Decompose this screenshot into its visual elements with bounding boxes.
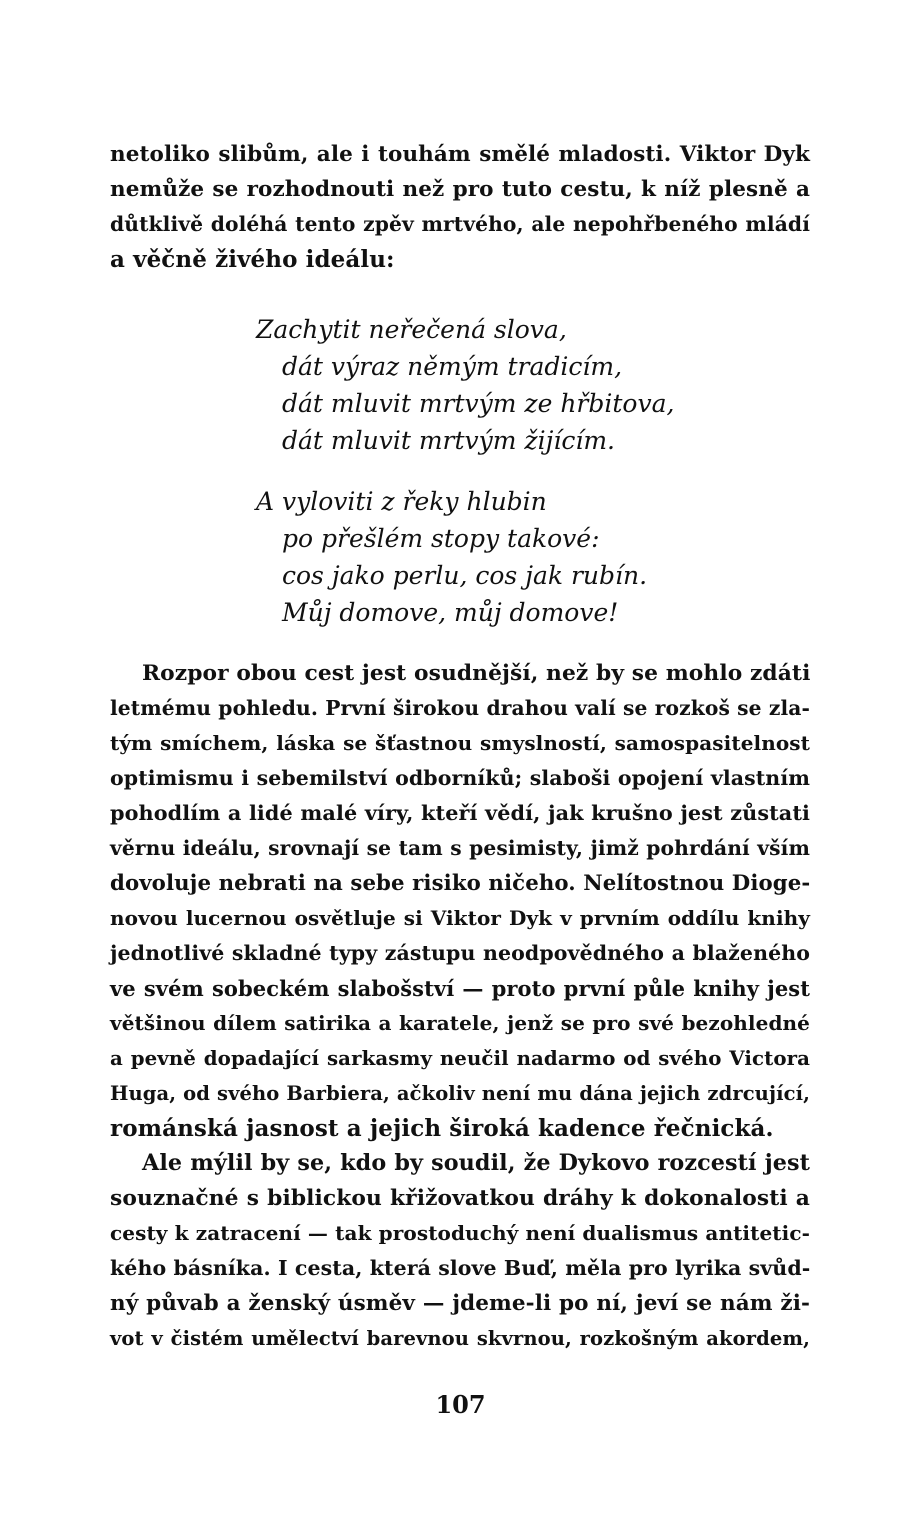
poem-verse: Můj domove, můj domove! <box>282 598 619 627</box>
text-line: jednotlivé skladné typy zástupu neodpovědného a blaženého <box>110 941 810 965</box>
poem-stanza-2 <box>256 483 816 631</box>
paragraph-3 <box>110 1146 810 1356</box>
poem-verse: dát mluvit mrtvým žijícím. <box>282 426 615 455</box>
text-line: nemůže se rozhodnouti než pro tuto cestu, k níž plesně a <box>110 177 810 202</box>
text-line: tým smíchem, láska se šťastnou smyslností, samospasitelnost <box>110 731 810 755</box>
poem-verse: A vyloviti z řeky hlubin <box>256 487 547 516</box>
text-line: Ale mýlil by se, kdo by soudil, že Dykovo rozcestí jest <box>142 1150 810 1176</box>
text-line: pohodlím a lidé malé víry, kteří vědí, jak krušno jest zůstati <box>110 801 810 825</box>
paragraph-1 <box>110 137 810 277</box>
text-line: Huga, od svého Barbiera, ačkoliv není mu dána jejich zdrcující, <box>110 1082 810 1105</box>
text-line: většinou dílem satirika a karatele, jenž se pro své bezohledné <box>110 1011 810 1035</box>
text-line: důtklivě doléhá tento zpěv mrtvého, ale nepohřbeného mládí <box>110 212 810 236</box>
text-line: novou lucernou osvětluje si Viktor Dyk v prvním oddílu knihy <box>110 906 810 930</box>
text-line: letmému pohledu. První širokou drahou valí se rozkoš se zla- <box>110 696 810 720</box>
text-line: ve svém sobeckém slabošství — proto první půle knihy jest <box>110 976 810 1001</box>
text-line: a věčně živého ideálu: <box>110 246 395 273</box>
paragraph-2 <box>110 656 810 1146</box>
text-line: vot v čistém umělectví barevnou skvrnou, rozkošným akordem, <box>110 1327 810 1350</box>
text-line: románská jasnost a jejich široká kadence řečnická. <box>110 1115 774 1142</box>
poem-verse: dát výraz němým tradicím, <box>282 352 623 381</box>
text-line: Rozpor obou cest jest osudnější, než by se mohlo zdáti <box>142 661 811 686</box>
text-line: cesty k zatracení — tak prostoduchý není dualismus antitetic- <box>110 1221 810 1245</box>
page-number: 107 <box>435 1390 486 1419</box>
text-line: netoliko slibům, ale i touhám smělé mladosti. Viktor Dyk <box>110 142 810 167</box>
poem-verse: dát mluvit mrtvým ze hřbitova, <box>282 389 675 418</box>
poem-stanza-1 <box>256 311 816 459</box>
poem-verse: cos jako perlu, cos jak rubín. <box>282 561 648 590</box>
text-line: ný půvab a ženský úsměv — jdeme-li po ní, jeví se nám ži- <box>110 1291 810 1316</box>
text-line: optimismu i sebemilství odborníků; slaboši opojení vlastním <box>110 766 810 790</box>
text-line: dovoluje nebrati na sebe risiko ničeho. Nelítostnou Dioge- <box>110 871 811 896</box>
text-line: a pevně dopadající sarkasmy neučil nadarmo od svého Victora <box>110 1046 810 1070</box>
text-line: souznačné s biblickou křižovatkou dráhy k dokonalosti a <box>110 1186 810 1211</box>
poem-verse: Zachytit neřečená slova, <box>256 315 567 344</box>
text-line: věrnu ideálu, srovnají se tam s pesimisty, jimž pohrdání vším <box>110 836 810 860</box>
text-line: kého básníka. I cesta, která slove Buď, měla pro lyrika svůd- <box>110 1256 811 1280</box>
poem-verse: po přešlém stopy takové: <box>282 524 600 553</box>
